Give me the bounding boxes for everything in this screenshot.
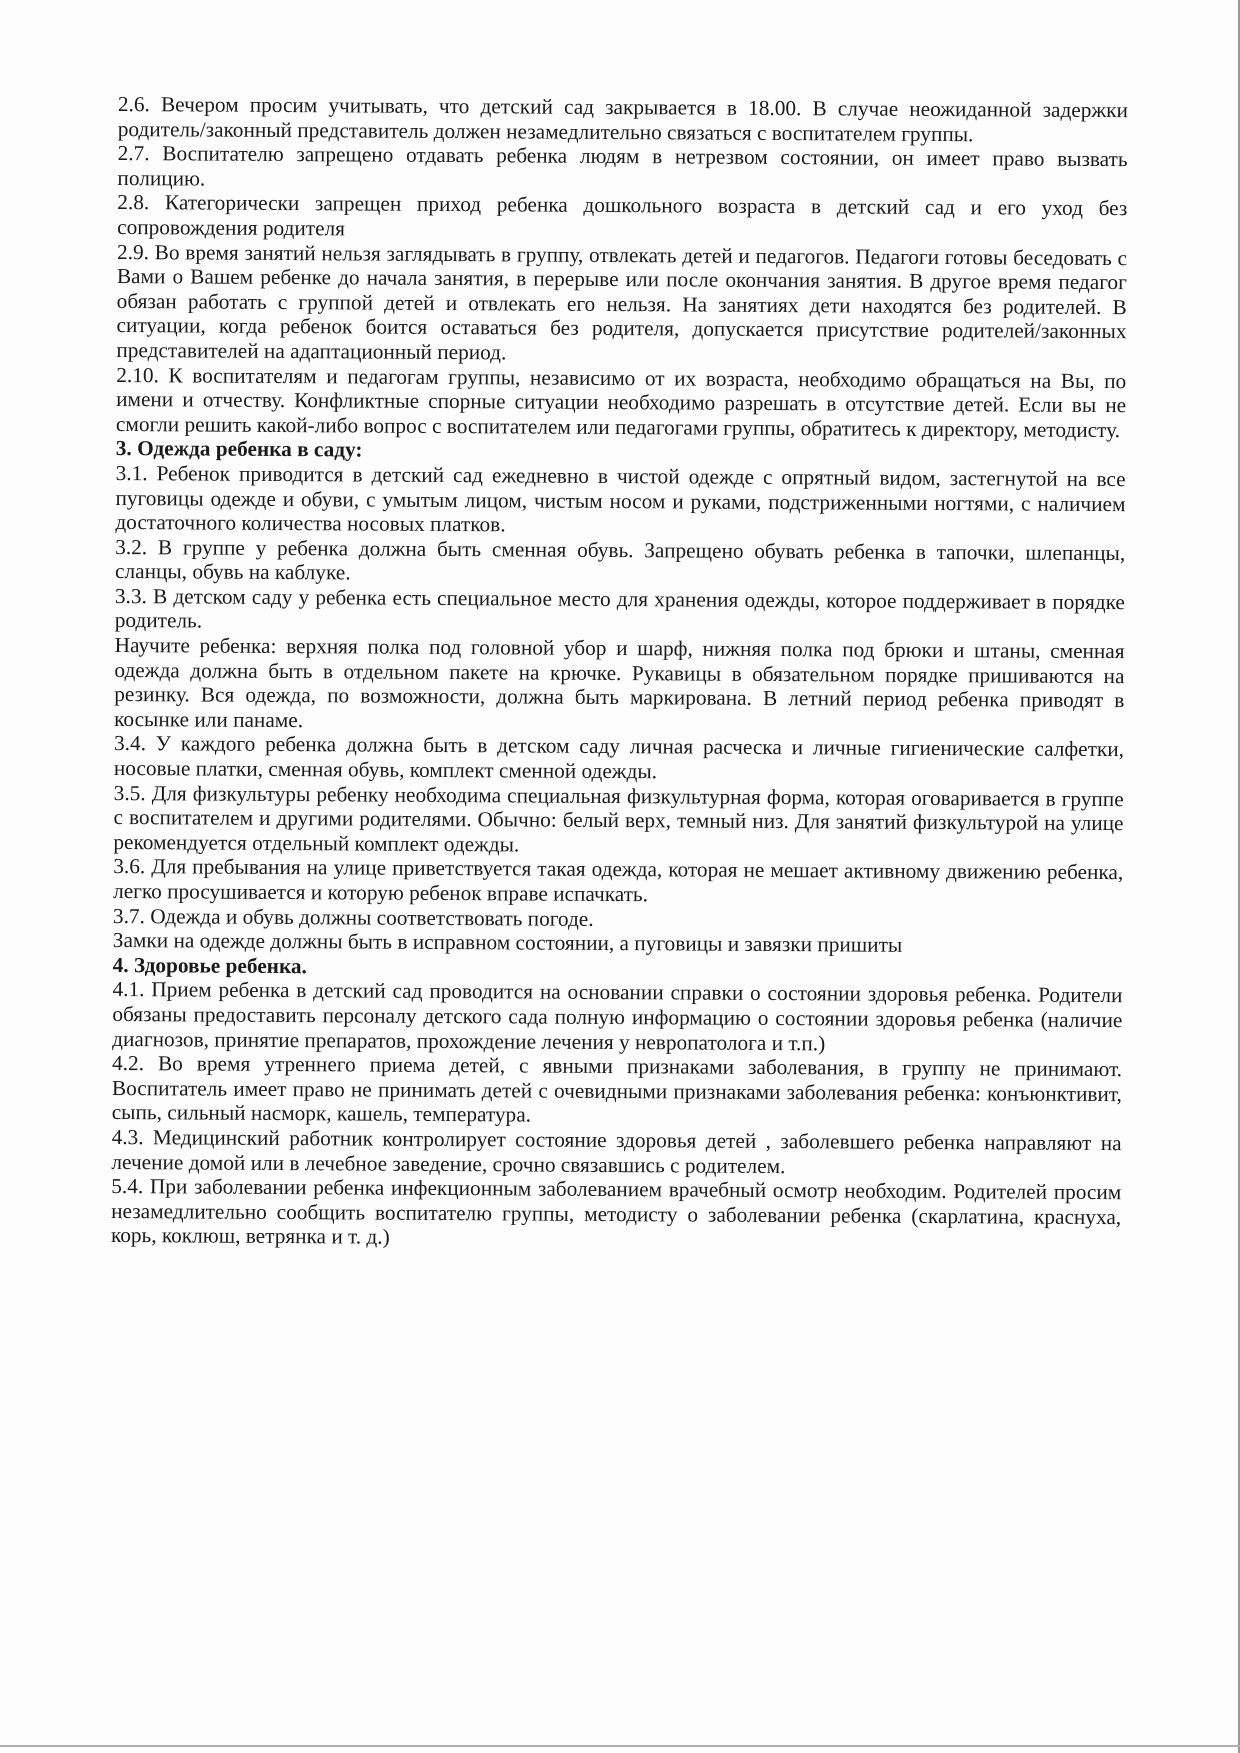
paragraph-2-7: 2.7. Воспитателю запрещено отдавать ребенка людям в нетрезвом состоянии, он имеет право вызвать полицию. <box>117 141 1128 191</box>
document-body <box>111 92 1128 1254</box>
paragraph-3-5: 3.5. Для физкультуры ребенку необходима специальная физкультурная форма, которая оговаривается в группе с воспитателем и другими родителями. Обычно: белый верх, темный низ. Для занятий физкультурой на улице рекомендуется отдельный комплект одежды. <box>113 780 1124 857</box>
paragraph-3-2: 3.2. В группе у ребенка должна быть сменная обувь. Запрещено обувать ребенка в тапочки, шлепанцы, сланцы, обувь на каблуке. <box>114 534 1126 585</box>
paragraph-3-7: 3.7. Одежда и обувь должны соответствовать погоде. <box>112 903 594 931</box>
paragraph-4-2: 4.2. Во время утреннего приема детей, с явными признаками заболевания, в группу не принимают. Воспитатель имеет право не принимать детей с очевидными признаками заболевания ребенка: конъюнктивит, сыпь, сильный насморк, кашель, температура. <box>111 1051 1123 1127</box>
paragraph-2-6: 2.6. Вечером просим учитывать, что детский сад закрывается в 18.00. В случае неожиданной задержки родитель/законный представитель должен незамедлительно связаться с воспитателем группы. <box>117 92 1128 146</box>
section-heading-health: 4. Здоровье ребенка. <box>112 952 307 978</box>
paragraph-3-3: 3.3. В детском саду у ребенка есть специальное место для хранения одежды, которое поддерживает в порядке родитель. <box>114 583 1125 633</box>
paragraph-5-4: 5.4. При заболевании ребенка инфекционным заболеванием врачебный осмотр необходим. Родителей просим незамедлительно сообщить воспитателю группы, методисту о заболевании ребенка (скарлатина, краснуха, корь, коклюш, ветрянка и т. д.) <box>110 1174 1122 1249</box>
paragraph-3-4: 3.4. У каждого ребенка должна быть в детском саду личная расческа и личные гигиенические салфетки, носовые платки, сменная обувь, комплект сменной одежды. <box>113 731 1125 784</box>
paragraph-zippers: Замки на одежде должны быть в исправном состоянии, а пуговицы и завязки пришиты <box>112 928 903 957</box>
paragraph-3-1: 3.1. Ребенок приводится в детский сад ежедневно в чистой одежде с опрятный видом, застегнутой на все пуговицы одежде и обуви, с умытым лицом, чистым носом и руками, подстриженными ногтями, с наличием достаточного количества носовых платков. <box>115 460 1126 537</box>
paragraph-4-1: 4.1. Прием ребенка в детский сад проводится на основании справки о состоянии здоровья ребенка. Родители обязаны предоставить персоналу детского сада полную информацию о состоянии здоровья ребенка (наличие диагнозов, принятие препаратов, прохождение лечения у невропатолога и т.п.) <box>112 977 1123 1055</box>
paragraph-teach-child: Научите ребенка: верхняя полка под головной убор и шарф, нижняя полка под брюки и штаны, сменная одежда должна быть в отдельном пакете на крючке. Рукавицы в обязательном порядке пришиваются на резинку. Вся одежда, по возможности, должна быть маркирована. В летний период ребенка приводят в косынке или панаме. <box>114 633 1125 732</box>
paragraph-2-9: 2.9. Во время занятий нельзя заглядывать в группу, отвлекать детей и педагогов. Педагоги готовы беседовать с Вами о Вашем ребенке до начала занятия, в перерыве или после окончания занятия. В другое время педагог обязан работать с группой детей и отвлекать его нельзя. На занятиях дети находятся без родителей. В ситуации, когда ребенок боится оставаться без родителя, допускается присутствие родителей/законных представителей на адаптационный период. <box>116 239 1128 365</box>
paragraph-3-6: 3.6. Для пребывания на улице приветствуется такая одежда, которая не мешает активному движению ребенка, легко просушивается и которую ребенок вправе испачкать. <box>113 854 1124 907</box>
paragraph-2-8: 2.8. Категорически запрещен приход ребенка дошкольного возраста в детский сад и его уход без сопровождения родителя <box>117 190 1128 241</box>
section-heading-clothing: 3. Одежда ребенка в саду: <box>115 436 363 462</box>
paragraph-2-10: 2.10. К воспитателям и педагогам группы, независимо от их возраста, необходимо обращаться на Вы, по имени и отчеству. Конфликтные спорные ситуации необходимо разрешать в отсутствие детей. Если вы не смогли решить какой-либо вопрос с воспитателем или педагогами группы, обратитесь к директору, методисту. <box>115 362 1127 442</box>
page-bottom-edge <box>0 1745 1240 1747</box>
paragraph-4-3: 4.3. Медицинский работник контролирует состояние здоровья детей , заболевшего ребенка направляют на лечение домой или в лечебное заведение, срочно связавшись с родителем. <box>111 1124 1122 1178</box>
